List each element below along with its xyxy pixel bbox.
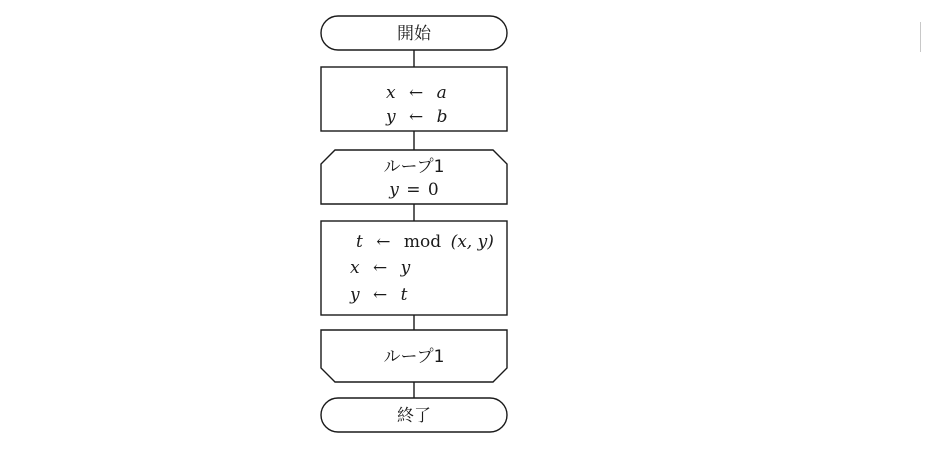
- loop-end-name: ループ1: [383, 347, 445, 367]
- body-line-2: x ← y: [350, 258, 411, 278]
- loop-begin-condition: y = 0: [389, 180, 439, 200]
- loop-begin-name: ループ1: [383, 157, 445, 177]
- body-line-1: t ← mod (x, y): [356, 232, 494, 252]
- start-label: 開始: [397, 24, 431, 44]
- init-line-1: x ← a: [386, 83, 447, 103]
- init-line-2: y ← b: [386, 107, 448, 127]
- end-label: 終了: [397, 406, 431, 426]
- body-line-3: y ← t: [350, 285, 408, 305]
- page-edge-mark: [920, 22, 921, 52]
